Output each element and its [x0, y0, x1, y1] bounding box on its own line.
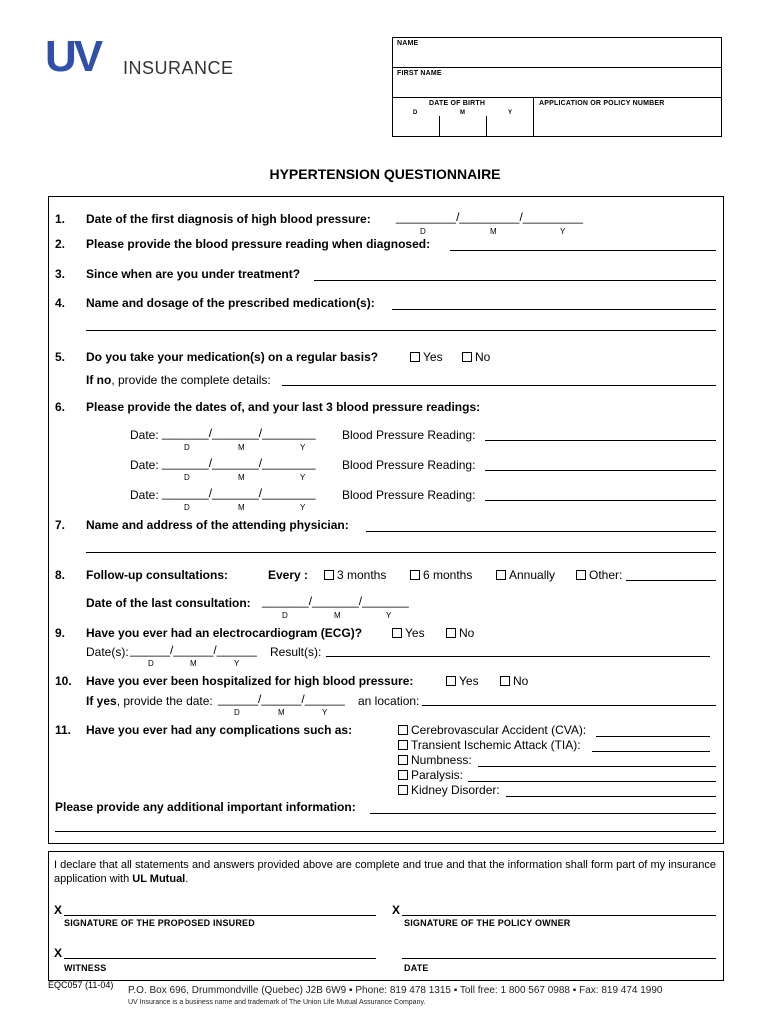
additional-info-label: Please provide any additional important information: [55, 800, 356, 814]
checkbox-icon[interactable] [576, 570, 586, 580]
q8-option-6-months[interactable] [410, 568, 472, 582]
q9-result-line[interactable] [326, 656, 710, 657]
q4-text: Name and dosage of the prescribed medication(s): [86, 296, 375, 310]
q6-bp-line[interactable] [485, 470, 716, 471]
q10-location-label: an location: [358, 694, 420, 708]
policy-label: APPLICATION OR POLICY NUMBER [539, 100, 665, 107]
declaration-text [54, 858, 716, 886]
footer-address: P.O. Box 696, Drummondville (Quebec) J2B 6W9 ▪ Phone: 819 478 1315 ▪ Toll free: 1 800 567 0988 ▪ Fax: 819 474 1990 [128, 985, 663, 996]
q9-yes-label: Yes [405, 626, 425, 640]
q9-m: M [190, 659, 197, 668]
q11-option-line[interactable] [468, 781, 716, 782]
signature-x-mark: X [392, 903, 401, 917]
q6-number: 6. [55, 400, 66, 414]
checkbox-icon[interactable] [398, 755, 408, 765]
q10-date-field[interactable]: ______/______/______ [218, 692, 345, 706]
q8-every-label: Every : [268, 568, 309, 582]
q6-y: Y [300, 443, 306, 452]
q6-d: D [184, 473, 190, 482]
q5-no-option[interactable] [462, 350, 490, 364]
logo [45, 32, 235, 81]
q3-number: 3. [55, 267, 66, 281]
logo-insurance: INSURANCE [123, 58, 234, 78]
q9-text: Have you ever had an electrocardiogram (ECG)? [86, 626, 363, 640]
owner-signature-label: SIGNATURE OF THE POLICY OWNER [404, 918, 571, 928]
q10-y: Y [322, 708, 328, 717]
q1-text: Date of the first diagnosis of high blood pressure: [86, 212, 371, 226]
q5-number: 5. [55, 350, 66, 364]
q7-answer-line-2[interactable] [86, 552, 716, 553]
q8-y: Y [386, 611, 392, 620]
q6-date-label: Date: [130, 428, 159, 442]
dob-divider [486, 116, 487, 136]
q11-option[interactable] [398, 753, 472, 767]
checkbox-icon[interactable] [398, 785, 408, 795]
signature-x-mark: X [54, 903, 63, 917]
checkbox-icon[interactable] [392, 628, 402, 638]
q6-bp-line[interactable] [485, 500, 716, 501]
name-field[interactable] [393, 38, 721, 68]
q4-answer-line[interactable] [392, 309, 716, 310]
q11-number: 11. [55, 723, 72, 737]
q6-m: M [238, 473, 245, 482]
q9-result-label: Result(s): [270, 645, 322, 659]
q6-date-label: Date: [130, 458, 159, 472]
q8-last-consultation-label: Date of the last consultation: [86, 596, 251, 610]
declaration-body: I declare that all statements and answers provided above are complete and true and that the information shall form part of my insurance application with [54, 859, 716, 885]
q8-text: Follow-up consultations: [86, 568, 228, 582]
owner-signature-line[interactable] [402, 915, 716, 916]
q8-opt3-label: Annually [509, 568, 556, 582]
insured-signature-line[interactable] [64, 915, 376, 916]
q8-d: D [282, 611, 288, 620]
q10-d: D [234, 708, 240, 717]
q6-date-field[interactable]: _______/_______/________ [162, 486, 316, 500]
q9-d: D [148, 659, 154, 668]
q11-option[interactable] [398, 768, 463, 782]
q10-yes-option[interactable] [446, 674, 479, 688]
date-line[interactable] [402, 958, 716, 959]
q2-number: 2. [55, 237, 66, 251]
checkbox-icon[interactable] [496, 570, 506, 580]
q4-number: 4. [55, 296, 66, 310]
date-label: DATE [404, 963, 429, 973]
name-label: NAME [397, 40, 419, 47]
checkbox-icon[interactable] [410, 570, 420, 580]
q11-option-line[interactable] [506, 796, 716, 797]
first-name-label: FIRST NAME [397, 70, 442, 77]
logo-mark: UV [45, 32, 101, 81]
checkbox-icon[interactable] [398, 725, 408, 735]
q10-yes-label: Yes [459, 674, 479, 688]
q8-option-annually[interactable] [496, 568, 555, 582]
q5-details-line[interactable] [282, 385, 716, 386]
q11-option[interactable] [398, 738, 581, 752]
q6-y: Y [300, 473, 306, 482]
q6-bp-label: Blood Pressure Reading: [342, 458, 476, 472]
q1-number: 1. [55, 212, 66, 226]
q10-if-yes [86, 694, 213, 708]
q1-date-field[interactable]: _________/_________/_________ [396, 210, 583, 224]
policy-number-field[interactable] [534, 98, 721, 136]
q8-number: 8. [55, 568, 66, 582]
declaration-company: UL Mutual [132, 873, 186, 885]
q7-number: 7. [55, 518, 66, 532]
witness-x-mark: X [54, 946, 63, 960]
dob-y: Y [508, 110, 513, 116]
q10-text: Have you ever been hospitalized for high blood pressure: [86, 674, 414, 688]
q11-option[interactable] [398, 723, 586, 737]
q8-m: M [334, 611, 341, 620]
q2-answer-line[interactable] [450, 250, 716, 251]
q5-if-no-bold: If no [86, 373, 112, 387]
form-code: EQC057 (11-04) [48, 980, 114, 990]
q6-date-field[interactable]: _______/_______/________ [162, 426, 316, 440]
q6-date-field[interactable]: _______/_______/________ [162, 456, 316, 470]
q9-dates-label: Date(s): [86, 645, 129, 659]
q9-yes-option[interactable] [392, 626, 425, 640]
q6-bp-line[interactable] [485, 440, 716, 441]
q6-text: Please provide the dates of, and your last 3 blood pressure readings: [86, 400, 481, 414]
witness-signature-line[interactable] [64, 958, 376, 959]
q11-option-line[interactable] [478, 766, 716, 767]
q2-text: Please provide the blood pressure reading when diagnosed: [86, 237, 431, 251]
q7-answer-line[interactable] [366, 531, 716, 532]
q10-m: M [278, 708, 285, 717]
q10-if-yes-rest: , provide the date: [116, 694, 213, 708]
q5-text: Do you take your medication(s) on a regular basis? [86, 350, 379, 364]
q10-no-label: No [513, 674, 529, 688]
q8-option-other[interactable] [576, 568, 622, 582]
q5-yes-label: Yes [423, 350, 443, 364]
checkbox-icon[interactable] [410, 352, 420, 362]
q5-no-label: No [475, 350, 491, 364]
q9-y: Y [234, 659, 240, 668]
q8-opt2-label: 6 months [423, 568, 473, 582]
q10-location-line[interactable] [422, 705, 716, 706]
q7-text: Name and address of the attending physician: [86, 518, 349, 532]
checkbox-icon[interactable] [398, 740, 408, 750]
witness-label: WITNESS [64, 963, 107, 973]
q8-opt4-label: Other: [589, 568, 623, 582]
q9-no-label: No [459, 626, 475, 640]
insured-signature-label: SIGNATURE OF THE PROPOSED INSURED [64, 918, 255, 928]
declaration-end: . [185, 873, 189, 885]
q11-option-label: Kidney Disorder: [411, 783, 500, 797]
q5-if-no [86, 373, 271, 387]
q11-option-label: Paralysis: [411, 768, 464, 782]
q9-number: 9. [55, 626, 66, 640]
footer-trademark: UV Insurance is a business name and trademark of The Union Life Mutual Assurance Company. [128, 999, 426, 1006]
checkbox-icon[interactable] [500, 676, 510, 686]
q8-opt1-label: 3 months [337, 568, 387, 582]
q6-date-label: Date: [130, 488, 159, 502]
q10-if-yes-bold: If yes [86, 694, 117, 708]
q8-other-line[interactable] [626, 580, 716, 581]
q6-bp-label: Blood Pressure Reading: [342, 488, 476, 502]
checkbox-icon[interactable] [446, 676, 456, 686]
applicant-info-box [392, 37, 722, 137]
first-name-field[interactable] [393, 68, 721, 98]
q11-option-label: Numbness: [411, 753, 472, 767]
date-of-birth-field[interactable] [393, 98, 534, 136]
q11-option-label: Cerebrovascular Accident (CVA): [411, 723, 587, 737]
dob-divider [439, 116, 440, 136]
q3-text: Since when are you under treatment? [86, 267, 301, 281]
q1-y: Y [560, 227, 566, 236]
checkbox-icon[interactable] [446, 628, 456, 638]
q8-last-consultation-field[interactable]: _______/_______/_______ [262, 594, 409, 608]
q6-y: Y [300, 503, 306, 512]
q1-d: D [420, 227, 426, 236]
q6-m: M [238, 443, 245, 452]
q9-dates-field[interactable]: ______/______/______ [130, 643, 257, 657]
q5-if-no-rest: , provide the complete details: [111, 373, 271, 387]
q11-text: Have you ever had any complications such as: [86, 723, 353, 737]
q8-option-3-months[interactable] [324, 568, 386, 582]
q9-no-option[interactable] [446, 626, 474, 640]
dob-m: M [460, 110, 466, 116]
q6-m: M [238, 503, 245, 512]
dob-label: DATE OF BIRTH [429, 100, 486, 107]
q10-number: 10. [55, 674, 72, 688]
q6-d: D [184, 503, 190, 512]
q3-answer-line[interactable] [314, 280, 716, 281]
q11-option-label: Transient Ischemic Attack (TIA): [411, 738, 581, 752]
additional-info-line-2[interactable] [55, 831, 716, 832]
page-title: HYPERTENSION QUESTIONNAIRE [269, 166, 501, 182]
checkbox-icon[interactable] [398, 770, 408, 780]
q1-m: M [490, 227, 497, 236]
q6-d: D [184, 443, 190, 452]
q10-no-option[interactable] [500, 674, 528, 688]
q11-option-line[interactable] [592, 751, 710, 752]
additional-info-line[interactable] [370, 813, 716, 814]
q11-option[interactable] [398, 783, 500, 797]
q11-option-line[interactable] [596, 736, 710, 737]
dob-d: D [413, 110, 418, 116]
q4-answer-line-2[interactable] [86, 330, 716, 331]
q6-bp-label: Blood Pressure Reading: [342, 428, 476, 442]
checkbox-icon[interactable] [462, 352, 472, 362]
checkbox-icon[interactable] [324, 570, 334, 580]
q5-yes-option[interactable] [410, 350, 443, 364]
